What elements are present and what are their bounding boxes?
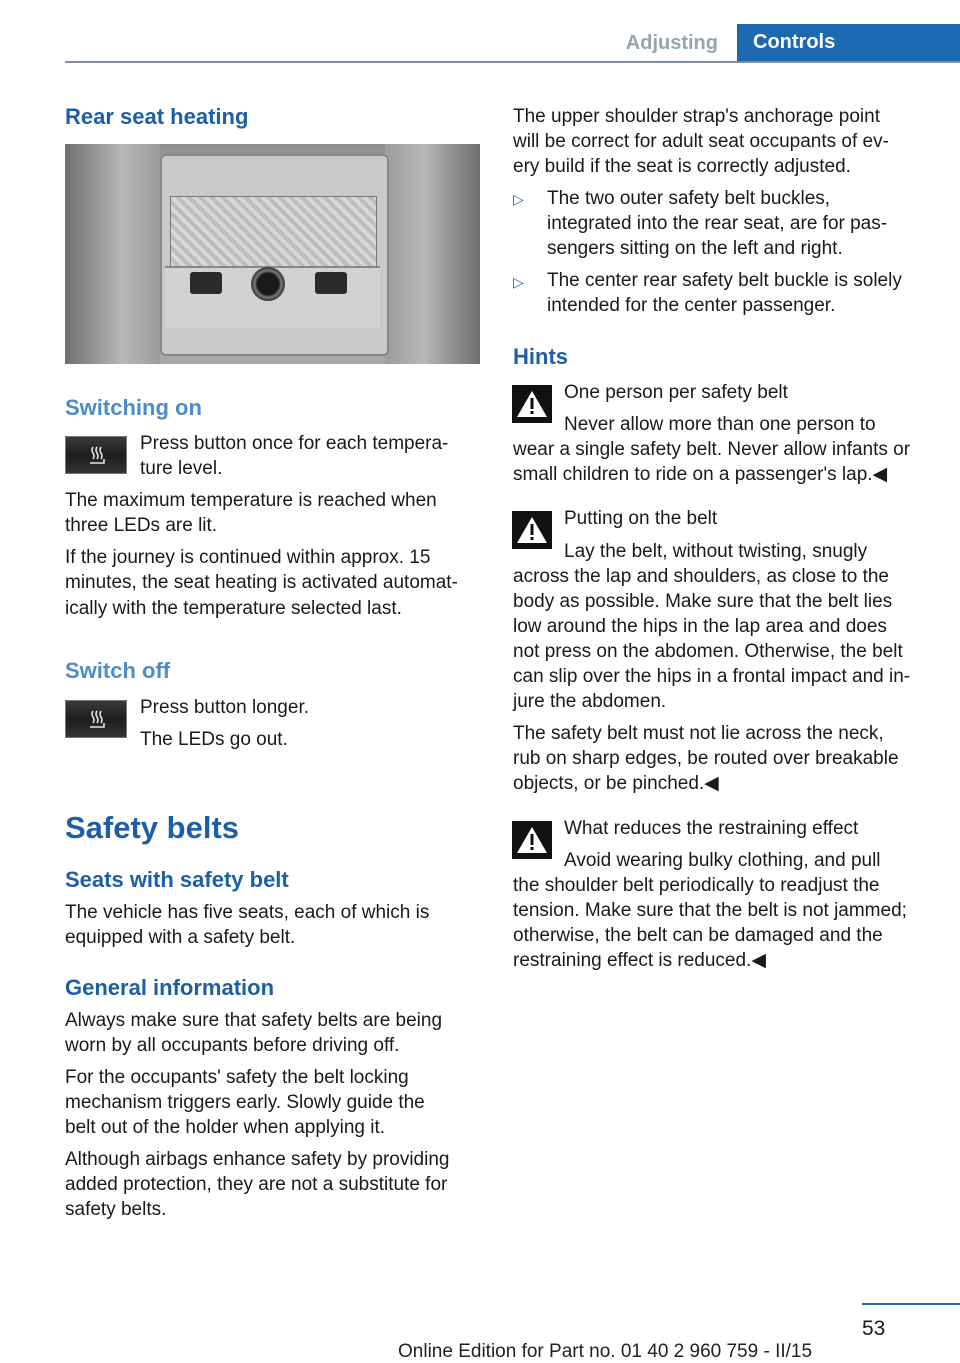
rear-seat-heating-title: Rear seat heating xyxy=(65,104,249,129)
general-p3-1: Although airbags enhance safety by providing xyxy=(65,1149,450,1170)
switching-on-line1: Press button once for each tempera- xyxy=(140,433,449,454)
warning2-line7: jure the abdomen. xyxy=(513,691,667,712)
warning2-more2: rub on sharp edges, be routed over breakable xyxy=(513,748,899,769)
seat-heating-icon xyxy=(65,700,127,738)
warning1-line2: wear a single safety belt. Never allow infants or xyxy=(513,439,911,460)
footer-edition: Online Edition for Part no. 01 40 2 960 759 - II/15 xyxy=(398,1341,813,1362)
general-p1-1: Always make sure that safety belts are being xyxy=(65,1010,443,1031)
intro-line1: The upper shoulder strap's anchorage point xyxy=(513,106,880,127)
para-journey-2: minutes, the seat heating is activated automat- xyxy=(65,572,458,593)
seats-with-belt-title: Seats with safety belt xyxy=(65,867,289,892)
warning2-line1: Lay the belt, without twisting, snugly xyxy=(564,541,868,562)
triangle-right-icon: ▷ xyxy=(513,274,524,290)
warning2-line2: across the lap and shoulders, as close to the xyxy=(513,566,890,587)
warning3-title: What reduces the restraining effect xyxy=(564,818,859,839)
bullet1-line3: sengers sitting on the left and right. xyxy=(547,238,843,259)
safety-belts-title: Safety belts xyxy=(65,810,240,845)
warning3-line5: restraining effect is reduced.◀ xyxy=(513,950,766,971)
switch-off-title: Switch off xyxy=(65,658,171,683)
warning3-line1: Avoid wearing bulky clothing, and pull xyxy=(564,850,881,871)
warning-icon xyxy=(512,511,552,549)
warning1-title: One person per safety belt xyxy=(564,382,788,403)
general-p2-2: mechanism triggers early. Slowly guide the xyxy=(65,1092,425,1113)
general-p3-2: added protection, they are not a substitute for xyxy=(65,1174,448,1195)
warning2-more3: objects, or be pinched.◀ xyxy=(513,773,719,794)
para-journey-3: ically with the temperature selected last. xyxy=(65,598,402,619)
warning2-title: Putting on the belt xyxy=(564,508,718,529)
warning3-line4: otherwise, the belt can be damaged and the xyxy=(513,925,883,946)
warning2-line6: can slip over the hips in a frontal impact and in- xyxy=(513,666,911,687)
switch-off-line1: Press button longer. xyxy=(140,697,309,718)
page-number: 53 xyxy=(862,1317,886,1340)
warning3-line3: tension. Make sure that the belt is not jammed; xyxy=(513,900,907,921)
general-p1-2: worn by all occupants before driving off. xyxy=(65,1035,400,1056)
bullet1-line2: integrated into the rear seat, are for pas- xyxy=(547,213,888,234)
switching-on-title: Switching on xyxy=(65,395,202,420)
bullet1-line1: The two outer safety belt buckles, xyxy=(547,188,831,209)
warning1-line3: small children to ride on a passenger's lap.◀ xyxy=(513,464,888,485)
rear-seat-heating-photo xyxy=(65,144,480,364)
warning2-line3: body as possible. Make sure that the belt lies xyxy=(513,591,893,612)
para-journey-1: If the journey is continued within approx. 15 xyxy=(65,547,431,568)
hints-title: Hints xyxy=(513,344,568,369)
header-section-label: Adjusting xyxy=(625,32,718,54)
bullet2-line2: intended for the center passenger. xyxy=(547,295,836,316)
header-tab-controls: Controls xyxy=(737,24,960,62)
switching-on-line2: ture level. xyxy=(140,458,223,479)
warning2-more1: The safety belt must not lie across the neck, xyxy=(513,723,884,744)
seat-heating-icon xyxy=(65,436,127,474)
general-p2-3: belt out of the holder when applying it. xyxy=(65,1117,386,1138)
warning2-line4: low around the hips in the lap area and does xyxy=(513,616,887,637)
warning1-line1: Never allow more than one person to xyxy=(564,414,876,435)
header-rule xyxy=(65,61,960,63)
intro-line2: will be correct for adult seat occupants of ev- xyxy=(513,131,889,152)
warning2-line5: not press on the abdomen. Otherwise, the belt xyxy=(513,641,903,662)
general-p3-3: safety belts. xyxy=(65,1199,167,1220)
seats-belt-line2: equipped with a safety belt. xyxy=(65,927,296,948)
warning-icon xyxy=(512,821,552,859)
warning-icon xyxy=(512,385,552,423)
bullet2-line1: The center rear safety belt buckle is solely xyxy=(547,270,902,291)
general-info-title: General information xyxy=(65,975,275,1000)
footer-rule xyxy=(862,1303,960,1305)
warning3-line2: the shoulder belt periodically to readjust the xyxy=(513,875,880,896)
switch-off-line2: The LEDs go out. xyxy=(140,729,288,750)
triangle-right-icon: ▷ xyxy=(513,191,524,207)
para-max-temp-1: The maximum temperature is reached when xyxy=(65,490,437,511)
general-p2-1: For the occupants' safety the belt locking xyxy=(65,1067,409,1088)
seats-belt-line1: The vehicle has five seats, each of which is xyxy=(65,902,430,923)
para-max-temp-2: three LEDs are lit. xyxy=(65,515,218,536)
intro-line3: ery build if the seat is correctly adjusted. xyxy=(513,156,851,177)
